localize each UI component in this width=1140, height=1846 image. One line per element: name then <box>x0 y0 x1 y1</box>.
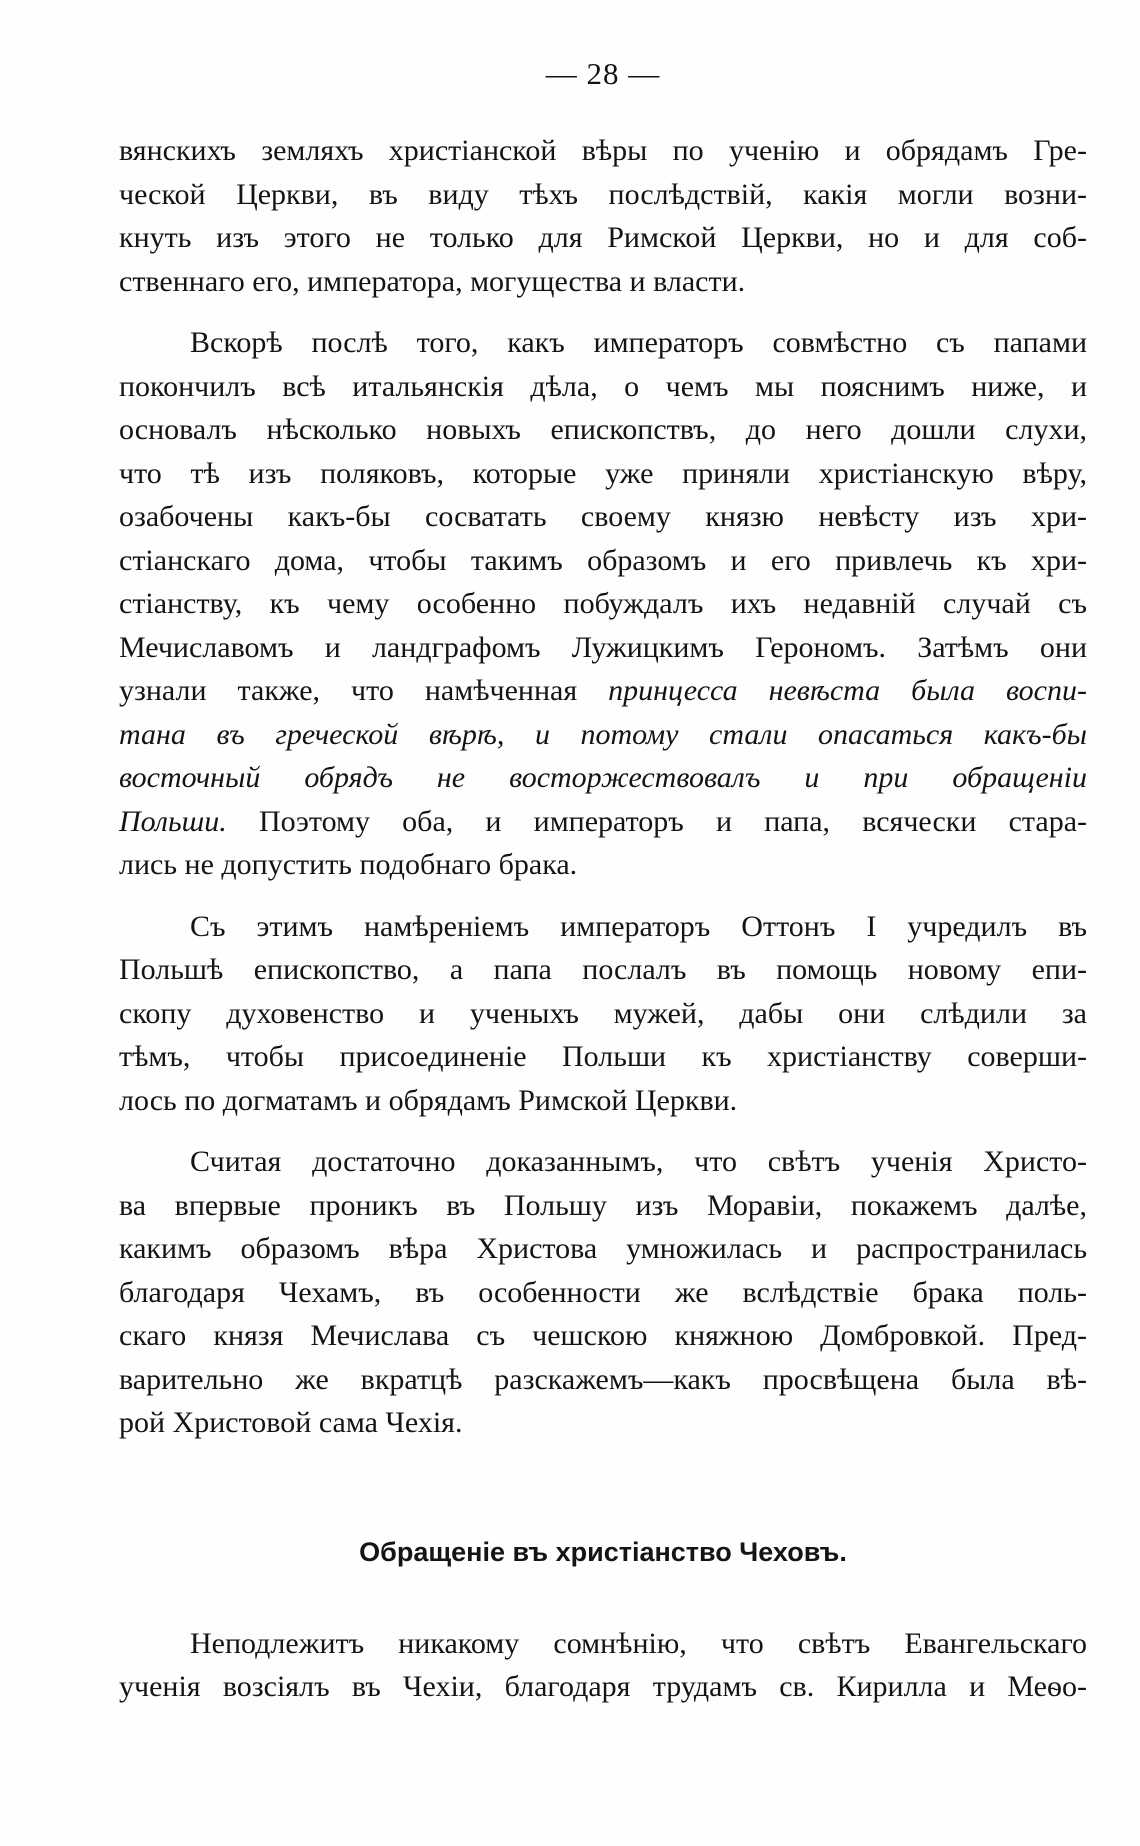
text-line <box>119 452 1087 496</box>
text-line <box>119 539 1087 583</box>
text-line <box>119 1140 1087 1184</box>
text-line <box>119 495 1087 539</box>
italic-text: Польши. <box>119 804 227 838</box>
text-line <box>119 1035 1087 1079</box>
text-line <box>119 1622 1087 1666</box>
text-line <box>119 1314 1087 1358</box>
text-segment: ственнаго его, императора, могущества и власти. <box>119 264 746 298</box>
paragraph <box>119 321 1087 887</box>
text-line <box>119 1227 1087 1271</box>
text-segment: какимъ образомъ вѣра Христова умножилась и распространилась <box>119 1232 1087 1265</box>
text-line <box>119 408 1087 452</box>
text-segment: лось по догматамъ и обрядамъ Римской Церкви. <box>119 1083 738 1117</box>
text-line <box>119 905 1087 949</box>
text-segment: скопу духовенство и ученыхъ мужей, дабы они слѣдили за <box>119 996 1087 1030</box>
text-line <box>119 626 1087 670</box>
text-line <box>119 173 1087 217</box>
text-line <box>119 365 1087 409</box>
italic-text: восточный обрядъ не восторжествовалъ и при обращеніи <box>119 761 1087 794</box>
text-segment: ческой Церкви, въ виду тѣхъ послѣдствій, какія могли возни- <box>119 177 1087 211</box>
text-segment: Польшѣ епископство, а папа послалъ въ помощь новому епи- <box>119 953 1087 986</box>
text-line <box>119 992 1087 1036</box>
text-segment: лись не допустить подобнаго брака. <box>119 848 578 881</box>
page-number: — 28 — <box>545 56 661 91</box>
text-column <box>119 52 1087 1709</box>
text-line <box>119 1358 1087 1402</box>
text-segment: основалъ нѣсколько новыхъ епископствъ, до него дошли слухи, <box>119 413 1087 446</box>
text-line <box>119 216 1087 260</box>
text-segment: варительно же вкратцѣ разскажемъ—какъ просвѣщена была вѣ- <box>119 1362 1087 1396</box>
text-segment: рой Христовой сама Чехія. <box>119 1406 463 1439</box>
italic-text: принцесса невѣста была воспи- <box>608 674 1087 707</box>
text-line <box>119 321 1087 365</box>
text-line <box>119 1665 1087 1709</box>
text-line <box>119 669 1087 713</box>
text-segment: кнуть изъ этого не только для Римской Церкви, но и для соб- <box>119 221 1087 254</box>
text-segment: стіанству, къ чему особенно побуждалъ ихъ недавній случай съ <box>119 587 1087 620</box>
text-segment: ва впервые проникъ въ Польшу изъ Моравіи, покажемъ далѣе, <box>119 1188 1087 1222</box>
text-segment: стіанскаго дома, чтобы такимъ образомъ и его привлечь къ хри- <box>119 543 1087 577</box>
text-segment: благодаря Чехамъ, въ особенности же вслѣдствіе брака поль- <box>119 1275 1087 1309</box>
text-line <box>119 843 1087 887</box>
text-line <box>119 756 1087 800</box>
text-segment: Съ этимъ намѣреніемъ императоръ Оттонъ I учредилъ въ <box>190 909 1087 943</box>
text-segment: что тѣ изъ поляковъ, которые уже приняли христіанскую вѣру, <box>119 456 1087 490</box>
text-segment: Неподлежитъ никакому сомнѣнію, что свѣтъ Евангельскаго <box>190 1626 1087 1660</box>
text-line <box>119 948 1087 992</box>
italic-text: тана въ греческой вѣрѣ, и потому стали опасаться какъ-бы <box>119 717 1087 751</box>
text-line <box>119 582 1087 626</box>
text-segment: покончилъ всѣ итальянскія дѣла, о чемъ мы пояснимъ ниже, и <box>119 369 1087 403</box>
text-segment: Мечиславомъ и ландграфомъ Лужицкимъ Герономъ. Затѣмъ они <box>119 630 1087 664</box>
text-segment: Вскорѣ послѣ того, какъ императоръ совмѣстно съ папами <box>190 326 1087 359</box>
text-segment: узнали также, что намѣченная <box>119 674 609 707</box>
text-line <box>119 260 1087 304</box>
paragraph <box>119 1140 1087 1445</box>
text-segment: озабочены какъ-бы сосватать своему князю невѣсту изъ хри- <box>119 500 1087 533</box>
text-segment: вянскихъ земляхъ христіанской вѣры по ученію и обрядамъ Гре- <box>119 134 1087 167</box>
text-segment: Поэтому оба, и императоръ и папа, всячески стара- <box>226 804 1087 838</box>
text-line <box>119 1079 1087 1123</box>
text-segment: тѣмъ, чтобы присоединеніе Польши къ христіанству соверши- <box>119 1040 1087 1073</box>
section-heading: Обращеніе въ христіанство Чеховъ. <box>359 1536 847 1567</box>
text-line <box>119 1184 1087 1228</box>
text-segment: Считая достаточно доказаннымъ, что свѣтъ ученія Христо- <box>190 1145 1087 1178</box>
text-line <box>119 800 1087 844</box>
text-line <box>119 1271 1087 1315</box>
text-line <box>119 713 1087 757</box>
paragraph <box>119 905 1087 1123</box>
text-line <box>119 1401 1087 1445</box>
paragraph-continues-next-page <box>119 1622 1087 1709</box>
text-segment: ученія возсіялъ въ Чехіи, благодаря трудамъ св. Кирилла и Меѳо- <box>119 1670 1087 1703</box>
text-line <box>119 129 1087 173</box>
text-segment: скаго князя Мечислава съ чешскою княжною Домбровкой. Пред- <box>119 1319 1087 1352</box>
paragraph-continued <box>119 129 1087 303</box>
